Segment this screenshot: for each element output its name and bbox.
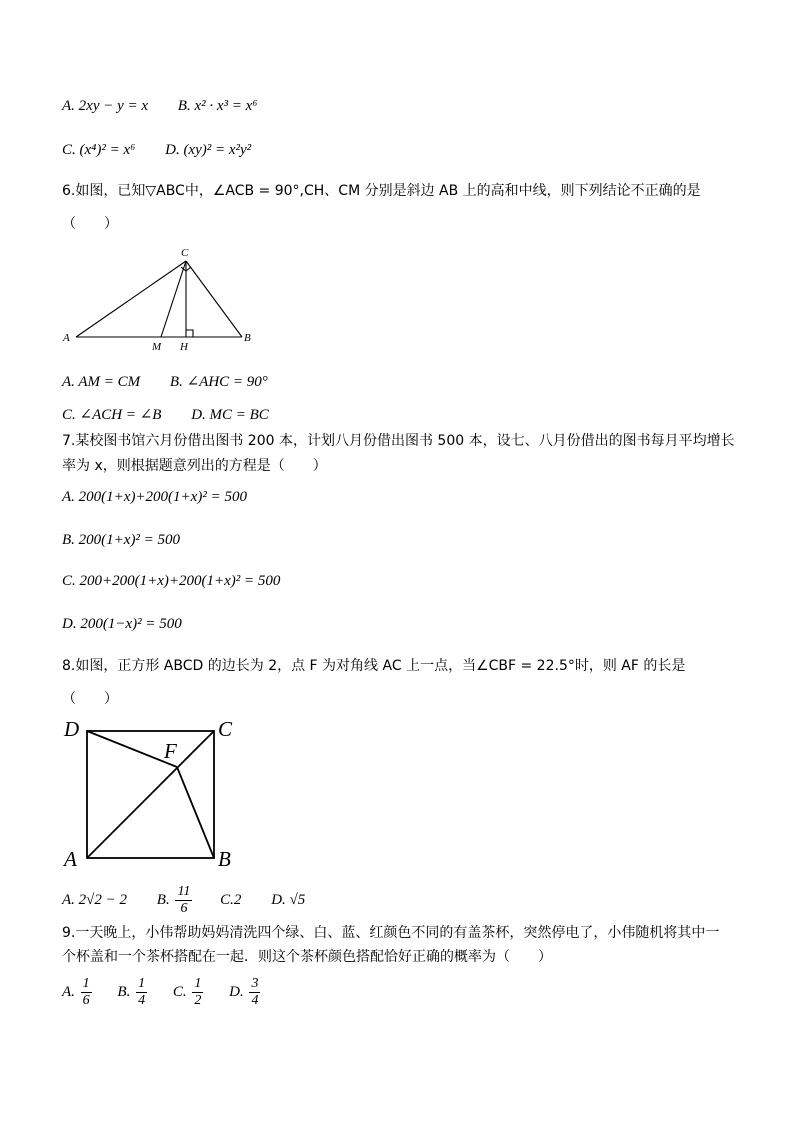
q8-square-figure: [60, 712, 250, 872]
q9-option-d-numerator: 3: [251, 976, 259, 992]
q5-options-row1: [62, 96, 284, 116]
q7-option-a: A. 200(1+x)+200(1+x)² = 500: [62, 489, 247, 505]
q5-option-d: D. (xy)² = x²y²: [165, 142, 252, 158]
q5-option-a: A. 2xy − y = x: [62, 98, 149, 114]
q7-stem-line1: 7.某校图书馆六月份借出图书 200 本，计划八月份借出图书 500 本，设七、八月份借出的图书每月平均增长: [62, 433, 735, 449]
q8-stem: 8.如图，正方形 ABCD 的边长为 2，点 F 为对角线 AC 上一点，当∠CBF = 22.5°时，则 AF 的长是: [62, 658, 686, 674]
q6-label-h: H: [180, 341, 188, 353]
q7-option-b: B. 200(1+x)² = 500: [62, 532, 181, 548]
q8-option-b-numerator: 11: [177, 884, 191, 899]
q9-option-b-label: B.: [117, 984, 131, 1000]
q9-option-a-fraction: [81, 976, 92, 1009]
q5-option-c: C. (x⁴)² = x⁶: [62, 142, 136, 158]
q8-option-c: C.2: [220, 891, 242, 908]
q6-label-b: B: [244, 332, 251, 344]
q9-option-a-denominator: 6: [82, 993, 90, 1009]
q8-label-c: C: [218, 717, 233, 741]
q8-option-d: D. √5: [271, 891, 306, 908]
q9-option-d-denominator: 4: [251, 993, 259, 1009]
q9-option-a-numerator: 1: [82, 976, 90, 992]
q6-option-b: B. ∠AHC = 90°: [169, 374, 268, 390]
q6-triangle-figure: [60, 240, 270, 355]
q6-label-a: A: [63, 332, 70, 344]
q8-options: [62, 884, 331, 917]
q8-label-a: A: [64, 847, 77, 871]
q9-option-b-fraction: [136, 976, 147, 1009]
q9-option-d-label: D.: [229, 984, 244, 1000]
q9-option-d-fraction: [249, 976, 260, 1009]
q9-stem-line1: 9.一天晚上，小伟帮助妈妈清洗四个绿、白、蓝、红颜色不同的有盖茶杯，突然停电了，小伟随机将其中一: [62, 925, 720, 941]
q8-label-d: D: [64, 717, 80, 741]
q9-option-c-denominator: 2: [194, 993, 202, 1009]
q9-stem-line2: 个杯盖和一个茶杯搭配在一起．则这个茶杯颜色搭配恰好正确的概率为（ ）: [62, 949, 552, 965]
q6-options-row1: [62, 372, 294, 392]
q6-paren: （ ）: [62, 216, 118, 232]
q8-option-b: [157, 884, 195, 917]
q8-option-b-denominator: 6: [180, 901, 188, 916]
q6-options-row2: [62, 405, 295, 425]
q9-option-c-fraction: [192, 976, 203, 1009]
q9-option-b: [117, 972, 149, 1012]
q7-option-d: D. 200(1−x)² = 500: [62, 616, 182, 632]
q9-option-c-numerator: 1: [194, 976, 202, 992]
q6-label-m: M: [152, 341, 162, 353]
q6-option-c: C. ∠ACH = ∠B: [62, 407, 162, 423]
q8-label-b: B: [218, 847, 231, 871]
q6-label-c: C: [181, 247, 189, 259]
q7-option-c: C. 200+200(1+x)+200(1+x)² = 500: [62, 573, 281, 589]
q5-option-b: B. x² · x³ = x⁶: [177, 98, 258, 114]
q5-options-row2: [62, 140, 277, 160]
q6-stem: 6.如图，已知▽ABC中，∠ACB = 90°,CH、CM 分别是斜边 AB 上的高和中线，则下列结论不正确的是: [62, 183, 701, 199]
q9-option-c-label: C.: [172, 984, 187, 1000]
q6-option-a: A. AM = CM: [62, 374, 141, 390]
q7-stem-line2: 率为 x，则根据题意列出的方程是（ ）: [62, 458, 327, 474]
q8-option-b-fraction: [175, 884, 192, 917]
q8-label-f: F: [164, 739, 177, 763]
q8-paren: （ ）: [62, 691, 118, 707]
q9-option-b-numerator: 1: [138, 976, 146, 992]
q9-option-c: [173, 972, 206, 1012]
q8-option-b-label: B.: [156, 891, 170, 908]
q9-option-a: [62, 972, 94, 1012]
q9-option-d: [229, 972, 262, 1012]
q9-option-a-label: A.: [62, 984, 75, 1000]
q9-option-b-denominator: 4: [138, 993, 146, 1009]
q8-option-a: A. 2√2 − 2: [62, 891, 128, 908]
q6-option-d: D. MC = BC: [191, 407, 269, 423]
q9-options: [62, 972, 288, 1012]
